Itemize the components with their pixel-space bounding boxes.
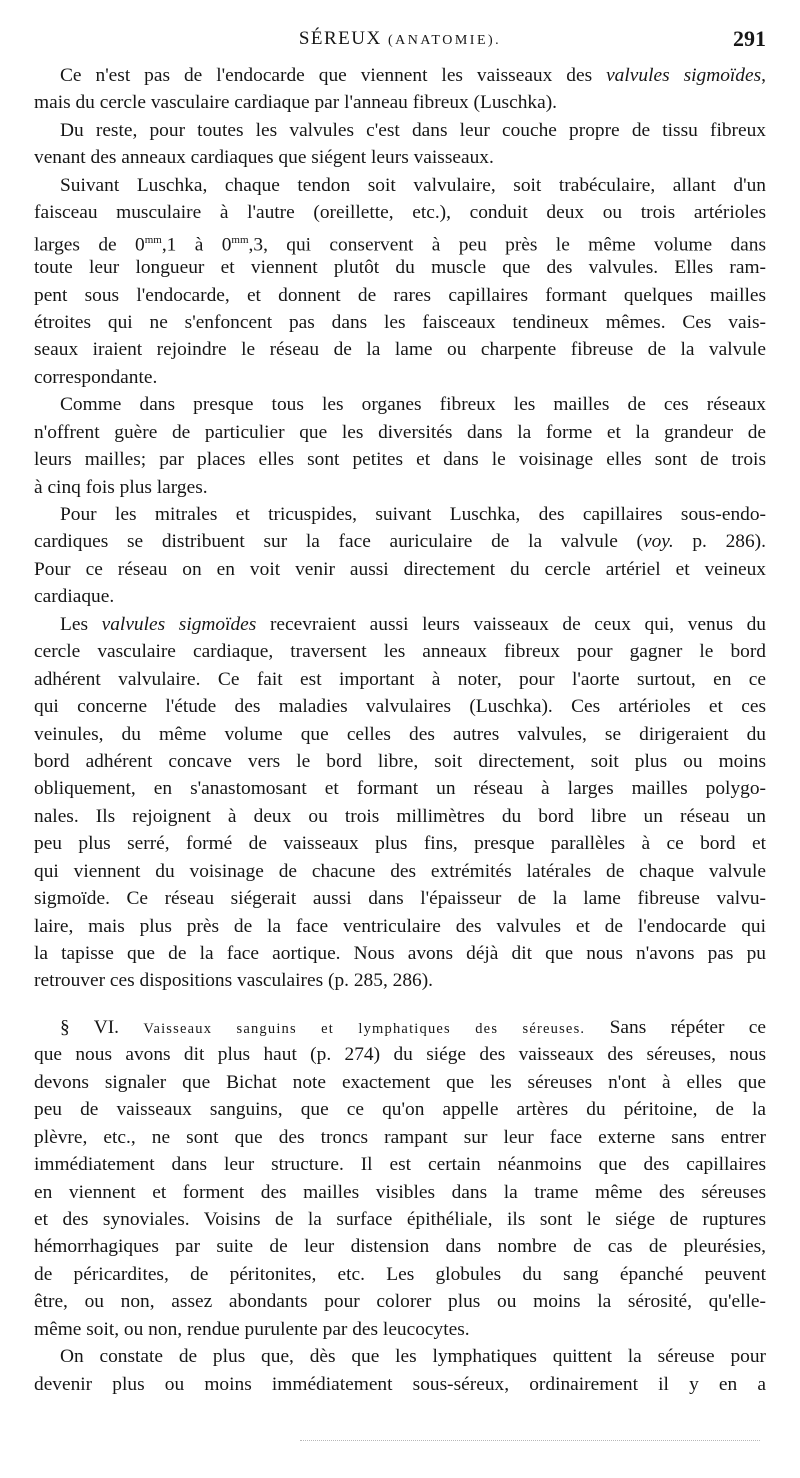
text-line: peu plus serré, formé de vaisseaux plus fins, presque parallèles à ce bord et bbox=[34, 833, 766, 855]
page bbox=[34, 28, 766, 1398]
text-line: bord adhérent concave vers le bord libre, soit directement, soit plus ou moins bbox=[34, 750, 766, 772]
text-line: adhérent valvulaire. Ce fait est important à noter, pour l'aorte surtout, en ce bbox=[34, 668, 766, 690]
text-line: de péricardites, de péritonites, etc. Les globules du sang épanché peuvent bbox=[34, 1263, 766, 1285]
section-mark: § VI. bbox=[60, 1016, 120, 1038]
text-line: et des synoviales. Voisins de la surface épithéliale, ils sont le siége de ruptures bbox=[34, 1208, 766, 1230]
section-gap bbox=[34, 995, 766, 1014]
text-line: larges de $0^{mm},1$ à $0^{mm},3$, qui conservent à peu près le même volume dans bbox=[34, 233, 766, 256]
text-line: toute leur longueur et viennent plutôt du muscle que des valvules. Elles ram- bbox=[34, 257, 766, 279]
text-line: cercle vasculaire cardiaque, traversent les anneaux fibreux pour gagner le bord bbox=[34, 641, 766, 663]
running-head bbox=[34, 28, 766, 54]
text-line: à cinq fois plus larges. bbox=[34, 476, 208, 498]
text-line: cardiaque. bbox=[34, 586, 115, 608]
text-line: Comme dans presque tous les organes fibreux les mailles de ces réseaux bbox=[60, 394, 766, 416]
text-line: cardiques se distribuent sur la face auriculaire de la valvule (voy. p. 286). bbox=[34, 531, 766, 553]
text-line: que nous avons dit plus haut (p. 274) du siége des vaisseaux des séreuses, nous bbox=[34, 1044, 766, 1066]
text-line: immédiatement dans leur structure. Il est certain néanmoins que des capillaires bbox=[34, 1154, 766, 1176]
text-line: Pour ce réseau on en voit venir aussi directement du cercle artériel et veineux bbox=[34, 558, 766, 580]
text-line: devenir plus ou moins immédiatement sous-séreux, ordinairement il y en a bbox=[34, 1373, 766, 1395]
text-line: Suivant Luschka, chaque tendon soit valvulaire, soit trabéculaire, allant d'un bbox=[60, 174, 766, 196]
page-number: 291 bbox=[733, 26, 766, 51]
text-line: faisceau musculaire à l'autre (oreillette, etc.), conduit deux ou trois artérioles bbox=[34, 202, 766, 224]
header-subtitle: (ANATOMIE). bbox=[387, 33, 502, 48]
text-line: mais du cercle vasculaire cardiaque par l'anneau fibreux (Luschka). bbox=[34, 92, 558, 114]
text-line: correspondante. bbox=[34, 366, 158, 388]
text-line: seaux iraient rejoindre le réseau de la lame ou charpente fibreuse de la valvule bbox=[34, 339, 766, 361]
text-line: Ce n'est pas de l'endocarde que viennent les vaisseaux des valvules sigmoïdes, bbox=[60, 65, 766, 86]
text-line: laire, mais plus près de la face ventriculaire des valvules et de l'endocarde qui bbox=[34, 915, 766, 937]
text-line: même soit, ou non, rendue purulente par des leucocytes. bbox=[34, 1318, 470, 1340]
text-line: n'offrent guère de particulier que les diversités dans la forme et la grandeur de bbox=[34, 421, 766, 443]
text-line: en viennent et forment des mailles visibles dans la trame même des séreuses bbox=[34, 1181, 766, 1203]
text-line: sigmoïde. Ce réseau siégerait aussi dans l'épaisseur de la lame fibreuse valvu- bbox=[34, 888, 766, 910]
text-line: qui concerne l'étude des maladies valvulaires (Luschka). Ces artérioles et ces bbox=[34, 696, 766, 718]
paragraph bbox=[34, 117, 766, 172]
text-line: la tapisse que de la face aortique. Nous avons déjà dit que nous n'avons pas pu bbox=[34, 943, 766, 964]
text-line: obliquement, en s'anastomosant et formant un réseau à larges mailles polygo- bbox=[34, 778, 766, 800]
section-title: Vaisseaux sanguins et lymphatiques des séreuses. bbox=[143, 1020, 586, 1037]
section-heading-line bbox=[34, 1014, 766, 1041]
text-line: Pour les mitrales et tricuspides, suivant Luschka, des capillaires sous-endo- bbox=[60, 504, 766, 525]
text-line: être, ou non, assez abondants pour colorer plus ou moins la sérosité, qu'elle- bbox=[34, 1291, 766, 1313]
text-line: hémorrhagiques par suite de leur distension dans nombre de cas de pleurésies, bbox=[34, 1236, 766, 1258]
text-line: qui viennent du voisinage de chacune des extrémités latérales de chaque valvule bbox=[34, 860, 766, 882]
paragraph bbox=[34, 391, 766, 501]
paragraph bbox=[34, 172, 766, 392]
text-line: veinules, du même volume que celles des autres valvules, se dirigeraient du bbox=[34, 723, 766, 745]
text-line: plèvre, etc., ne sont que des troncs rampant sur leur face externe sans entrer bbox=[34, 1126, 766, 1148]
paragraph bbox=[34, 611, 766, 995]
section-paragraph bbox=[34, 1014, 766, 1343]
text-line: venant des anneaux cardiaques que siégent leurs vaisseaux. bbox=[34, 147, 494, 169]
text-line: On constate de plus que, dès que les lymphatiques quittent la séreuse pour bbox=[60, 1346, 766, 1368]
text-line: devons signaler que Bichat note exactement que les séreuses n'ont à elles que bbox=[34, 1071, 766, 1093]
header-title: SÉREUX bbox=[298, 28, 382, 49]
text-line: peu de vaisseaux sanguins, que ce qu'on appelle artères du péritoine, de la bbox=[34, 1099, 766, 1121]
body-text bbox=[34, 62, 766, 1398]
text-line: Du reste, pour toutes les valvules c'est dans leur couche propre de tissu fibreux bbox=[60, 119, 766, 141]
running-title bbox=[34, 28, 766, 50]
text-line: Les valvules sigmoïdes recevraient aussi leurs vaisseaux de ceux qui, venus du bbox=[60, 613, 766, 635]
text-line: nales. Ils rejoignent à deux ou trois millimètres du bord libre un réseau un bbox=[34, 805, 766, 827]
text-line: étroites qui ne s'enfoncent pas dans les faisceaux tendineux mêmes. Ces vais- bbox=[34, 311, 766, 333]
text-line: retrouver ces dispositions vasculaires (p. 285, 286). bbox=[34, 970, 434, 992]
paragraph bbox=[34, 501, 766, 611]
footer-rule bbox=[300, 1440, 760, 1443]
paragraph bbox=[34, 62, 766, 117]
text-line: Sans répéter ce bbox=[609, 1016, 766, 1038]
paragraph bbox=[34, 1343, 766, 1398]
text-line: leurs mailles; par places elles sont petites et dans le voisinage elles sont de trois bbox=[34, 449, 766, 471]
text-line: pent sous l'endocarde, et donnent de rares capillaires formant quelques mailles bbox=[34, 284, 766, 306]
